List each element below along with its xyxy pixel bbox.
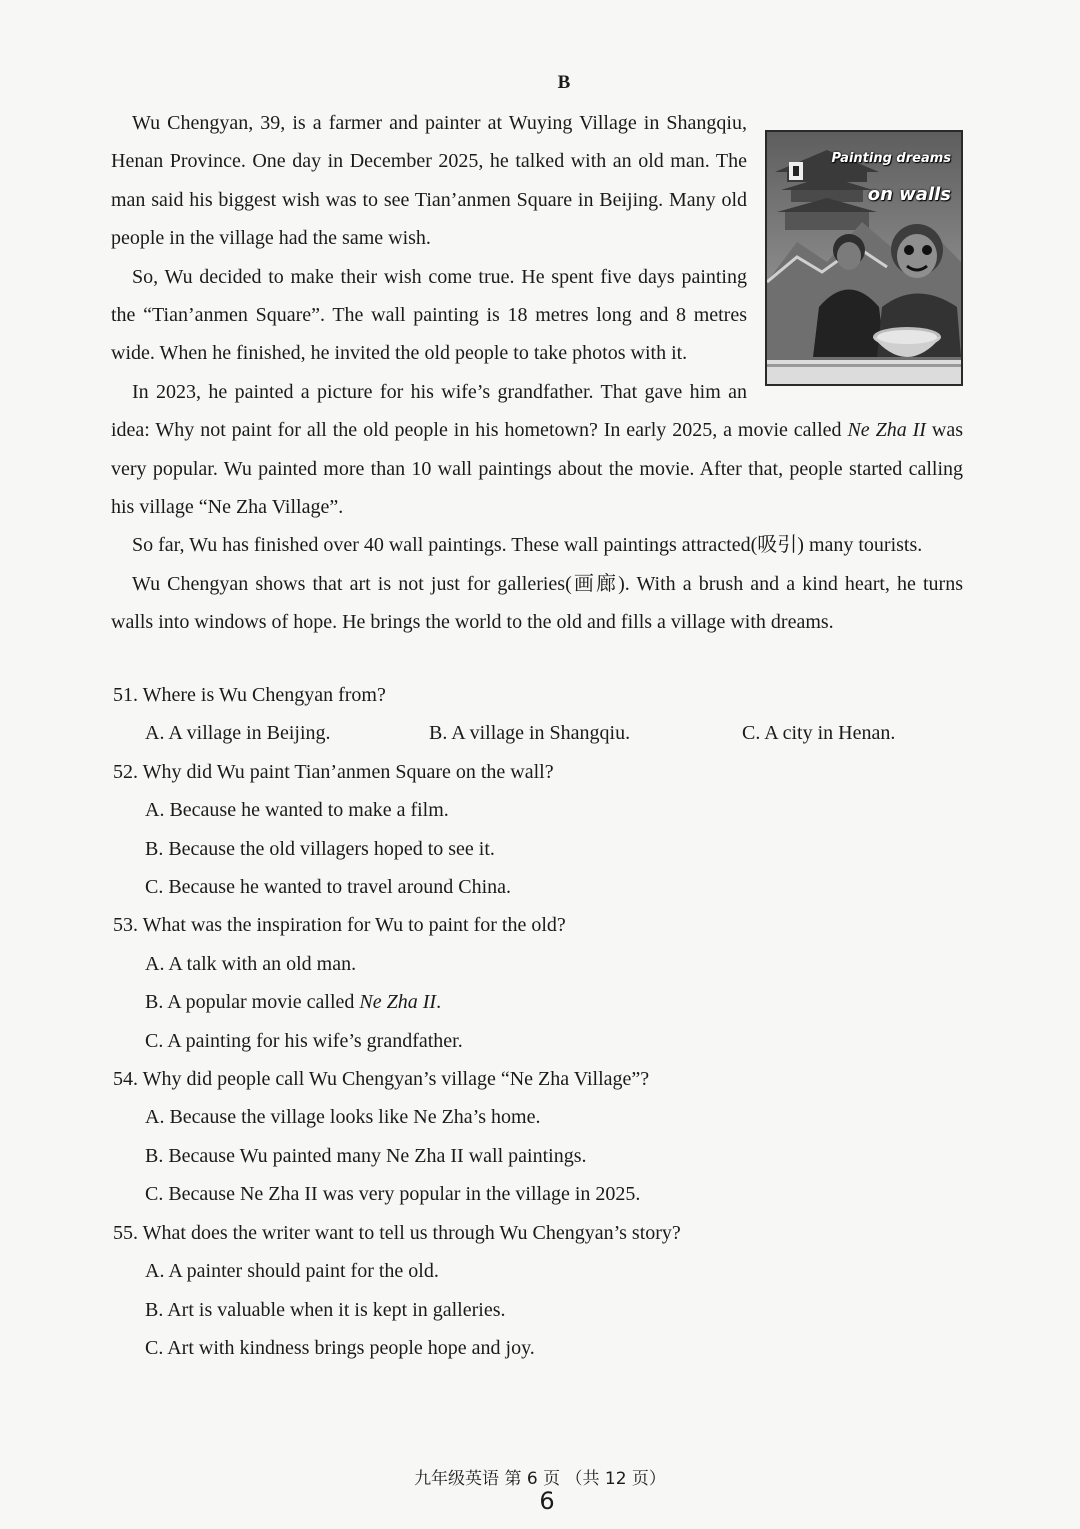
page-footer: 九年级英语 第 6 页 （共 12 页） xyxy=(414,1469,666,1489)
p3-text-a: In 2023, he painted a picture for his wife’s grandfather. That gave him an idea: Why not paint for all the old people in his hometown? In early 2025, a movie called xyxy=(111,380,848,442)
question-53 xyxy=(113,906,963,1060)
option-54-a[interactable]: A. Because the village looks like Ne Zha’s home. xyxy=(145,1106,541,1129)
passage-paragraph-5: Wu Chengyan shows that art is not just for galleries(画廊). With a brush and a kind heart, he turns walls into windows of hope. He brings the world to the old and fills a village with dreams. xyxy=(111,572,963,634)
option-52-a[interactable]: A. Because he wanted to make a film. xyxy=(145,799,449,822)
option-51-c[interactable]: C. A city in Henan. xyxy=(742,722,896,745)
p3-movie-title: Ne Zha II xyxy=(847,419,926,442)
option-52-c[interactable]: C. Because he wanted to travel around China. xyxy=(145,876,511,899)
question-53-stem: 53. What was the inspiration for Wu to paint for the old? xyxy=(113,914,566,937)
passage-illustration xyxy=(765,130,963,386)
page-number: 6 xyxy=(539,1487,555,1515)
option-52-b[interactable]: B. Because the old villagers hoped to see it. xyxy=(145,837,495,860)
option-55-b[interactable]: B. Art is valuable when it is kept in galleries. xyxy=(145,1298,506,1321)
question-54-stem: 54. Why did people call Wu Chengyan’s village “Ne Zha Village”? xyxy=(113,1068,650,1091)
passage-paragraph-3 xyxy=(111,373,963,527)
question-54 xyxy=(113,1060,963,1214)
question-55-stem: 55. What does the writer want to tell us through Wu Chengyan’s story? xyxy=(113,1221,681,1244)
option-53-a[interactable]: A. A talk with an old man. xyxy=(145,952,357,975)
question-list xyxy=(113,676,963,1367)
option-53-b-text: B. A popular movie called xyxy=(145,991,360,1014)
reading-passage xyxy=(111,104,963,642)
option-55-a[interactable]: A. A painter should paint for the old. xyxy=(145,1260,439,1283)
question-55 xyxy=(113,1214,963,1368)
question-52 xyxy=(113,753,963,907)
question-51 xyxy=(113,676,963,753)
option-53-b-movie: Ne Zha II xyxy=(359,991,437,1014)
question-51-options xyxy=(113,714,963,752)
question-51-stem: 51. Where is Wu Chengyan from? xyxy=(113,684,386,706)
option-55-c[interactable]: C. Art with kindness brings people hope and joy. xyxy=(145,1336,535,1359)
option-53-b-end: . xyxy=(436,991,442,1014)
section-heading: B xyxy=(557,72,571,93)
illustration-caption xyxy=(831,140,951,215)
option-51-a[interactable]: A. A village in Beijing. xyxy=(145,722,331,745)
p3-text-b: was very popular. Wu painted more than 10 wall paintings about the movie. After that, people started calling his village “Ne Zha Village”. xyxy=(111,419,963,519)
caption-line-1: Painting dreams xyxy=(831,151,951,166)
option-54-b[interactable]: B. Because Wu painted many Ne Zha II wall paintings. xyxy=(145,1144,587,1167)
option-53-c[interactable]: C. A painting for his wife’s grandfather. xyxy=(145,1029,463,1052)
passage-paragraph-1: Wu Chengyan, 39, is a farmer and painter at Wuying Village in Shangqiu, Henan Province. One day in December 2025, he talked with an old man. The man said his biggest wish was to see Tian’anmen Square in Beijing. Many old people in the village had the same wish. xyxy=(111,112,747,250)
passage-paragraph-2: So, Wu decided to make their wish come true. He spent five days painting the “Tian’anmen Square”. The wall painting is 18 metres long and 8 metres wide. When he finished, he invited the old people to take photos with it. xyxy=(111,265,747,365)
option-51-b[interactable]: B. A village in Shangqiu. xyxy=(429,722,631,745)
option-53-b[interactable] xyxy=(113,983,963,1021)
question-52-stem: 52. Why did Wu paint Tian’anmen Square on the wall? xyxy=(113,760,554,783)
caption-line-2: on walls xyxy=(867,184,951,206)
passage-paragraph-4: So far, Wu has finished over 40 wall paintings. These wall paintings attracted(吸引) many tourists. xyxy=(132,534,923,557)
option-54-c[interactable]: C. Because Ne Zha II was very popular in the village in 2025. xyxy=(145,1183,641,1206)
